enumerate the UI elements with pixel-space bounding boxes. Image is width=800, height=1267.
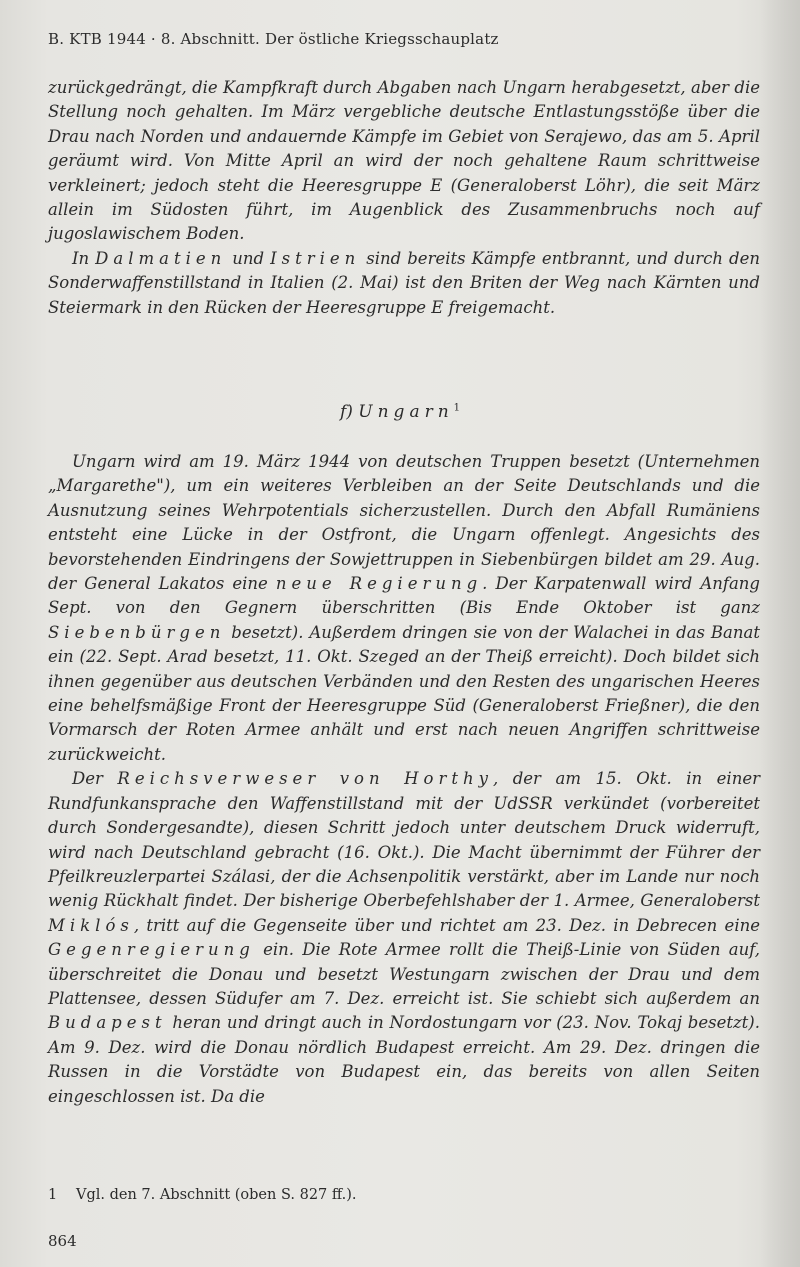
spaced-term: Siebenbürgen — [48, 622, 226, 642]
spaced-term: Gegenregierung — [48, 940, 255, 960]
footnote-ref: 1 — [453, 402, 461, 414]
spaced-term: Reichsverweser von Horthy — [117, 769, 493, 789]
body-text-top — [48, 76, 760, 320]
body-text-main — [48, 450, 760, 1109]
paragraph: Der Reichsverweser von Horthy, der am 15. Okt. in einer Rundfunkansprache den Waffenstillstand mit der UdSSR verkündet (vorbereitet durch Sondergesandte), diesen Schritt jedoch unter deutschem Druck widerruft, wird nach Deutschland gebracht (16. Okt.). Die Macht übernimmt der Führer der Pfeilkreuzlerpartei Szálasi, der die Achsenpolitik verstärkt, aber im Lande nur noch wenig Rückhalt findet. Der bisherige Oberbefehlshaber der 1. Armee, Generaloberst Miklós, tritt auf die Gegenseite über und richtet am 23. Dez. in Debrecen eine Gegenregierung ein. Die Rote Armee rollt die Theiß-Linie von Süden auf, überschreitet die Donau und besetzt Westungarn zwischen der Drau und dem Plattensee, dessen Südufer am 7. Dez. erreicht ist. Sie schiebt sich außerdem an Budapest heran und dringt auch in Nordostungarn vor (23. Nov. Tokaj besetzt). Am 9. Dez. wird die Donau nördlich Budapest erreicht. Am 29. Dez. dringen die Russen in die Vorstädte von Budapest ein, das bereits von allen Seiten eingeschlossen ist. Da die — [48, 769, 760, 1106]
paragraph: In Dalmatien und Istrien sind bereits Kämpfe entbrannt, und durch den Sonderwaffenstillstand in Italien (2. Mai) ist den Briten der Weg nach Kärnten und Steiermark in den Rücken der Heeresgruppe E freigemacht. — [48, 248, 760, 317]
paragraph: zurückgedrängt, die Kampfkraft durch Abgaben nach Ungarn herabgesetzt, aber die Stellung noch gehalten. Im März vergebliche deutsche Entlastungsstöße über die Drau nach Norden und andauernde Kämpfe im Gebiet von Serajewo, das am 5. April geräumt wird. Von Mitte April an wird der noch gehaltene Raum schrittweise verkleinert; jedoch steht die Heeresgruppe E (Generaloberst Löhr), die seit März allein im Südosten führt, im Augenblick des Zusammenbruchs noch auf jugoslawischem Boden. — [48, 78, 760, 244]
spaced-term: Dalmatien — [95, 248, 227, 268]
footnote-text: Vgl. den 7. Abschnitt (oben S. 827 ff.). — [76, 1187, 357, 1203]
spaced-term: Budapest — [48, 1013, 167, 1033]
running-head: B. KTB 1944 · 8. Abschnitt. Der östliche Kriegsschauplatz — [48, 30, 499, 48]
footnote-number: 1 — [48, 1187, 58, 1203]
section-heading: f) Ungarn$^1$ — [339, 402, 461, 422]
footnote — [48, 1187, 357, 1203]
page-number: 864 — [48, 1232, 77, 1250]
spaced-term: neue Regierung — [275, 574, 483, 594]
spaced-term: Istrien — [270, 248, 361, 268]
paragraph: Ungarn wird am 19. März 1944 von deutschen Truppen besetzt (Unternehmen „Margarethe"), um ein weiteres Verbleiben an der Seite Deutschlands und die Ausnutzung seines Wehrpotentials sicherzustellen. Durch den Abfall Rumäniens entsteht eine Lücke in der Ostfront, die Ungarn offenlegt. Angesichts des bevorstehenden Eindringens der Sowjettruppen in Siebenbürgen bildet am 29. Aug. der General Lakatos eine neue Regierung. Der Karpatenwall wird Anfang Sept. von den Gegnern überschritten (Bis Ende Oktober ist ganz Siebenbürgen besetzt). Außerdem dringen sie von der Walachei in das Banat ein (22. Sept. Arad besetzt, 11. Okt. Szeged an der Theiß erreicht). Doch bildet sich ihnen gegenüber aus deutschen Verbänden und den Resten des ungarischen Heeres eine behelfsmäßige Front der Heeresgruppe Süd (Generaloberst Frießner), die den Vormarsch der Roten Armee anhält und erst nach neuen Angriffen schrittweise zurückweicht. — [48, 452, 760, 764]
page-edge-shadow — [760, 0, 800, 1267]
spaced-term: Miklós — [48, 915, 134, 935]
